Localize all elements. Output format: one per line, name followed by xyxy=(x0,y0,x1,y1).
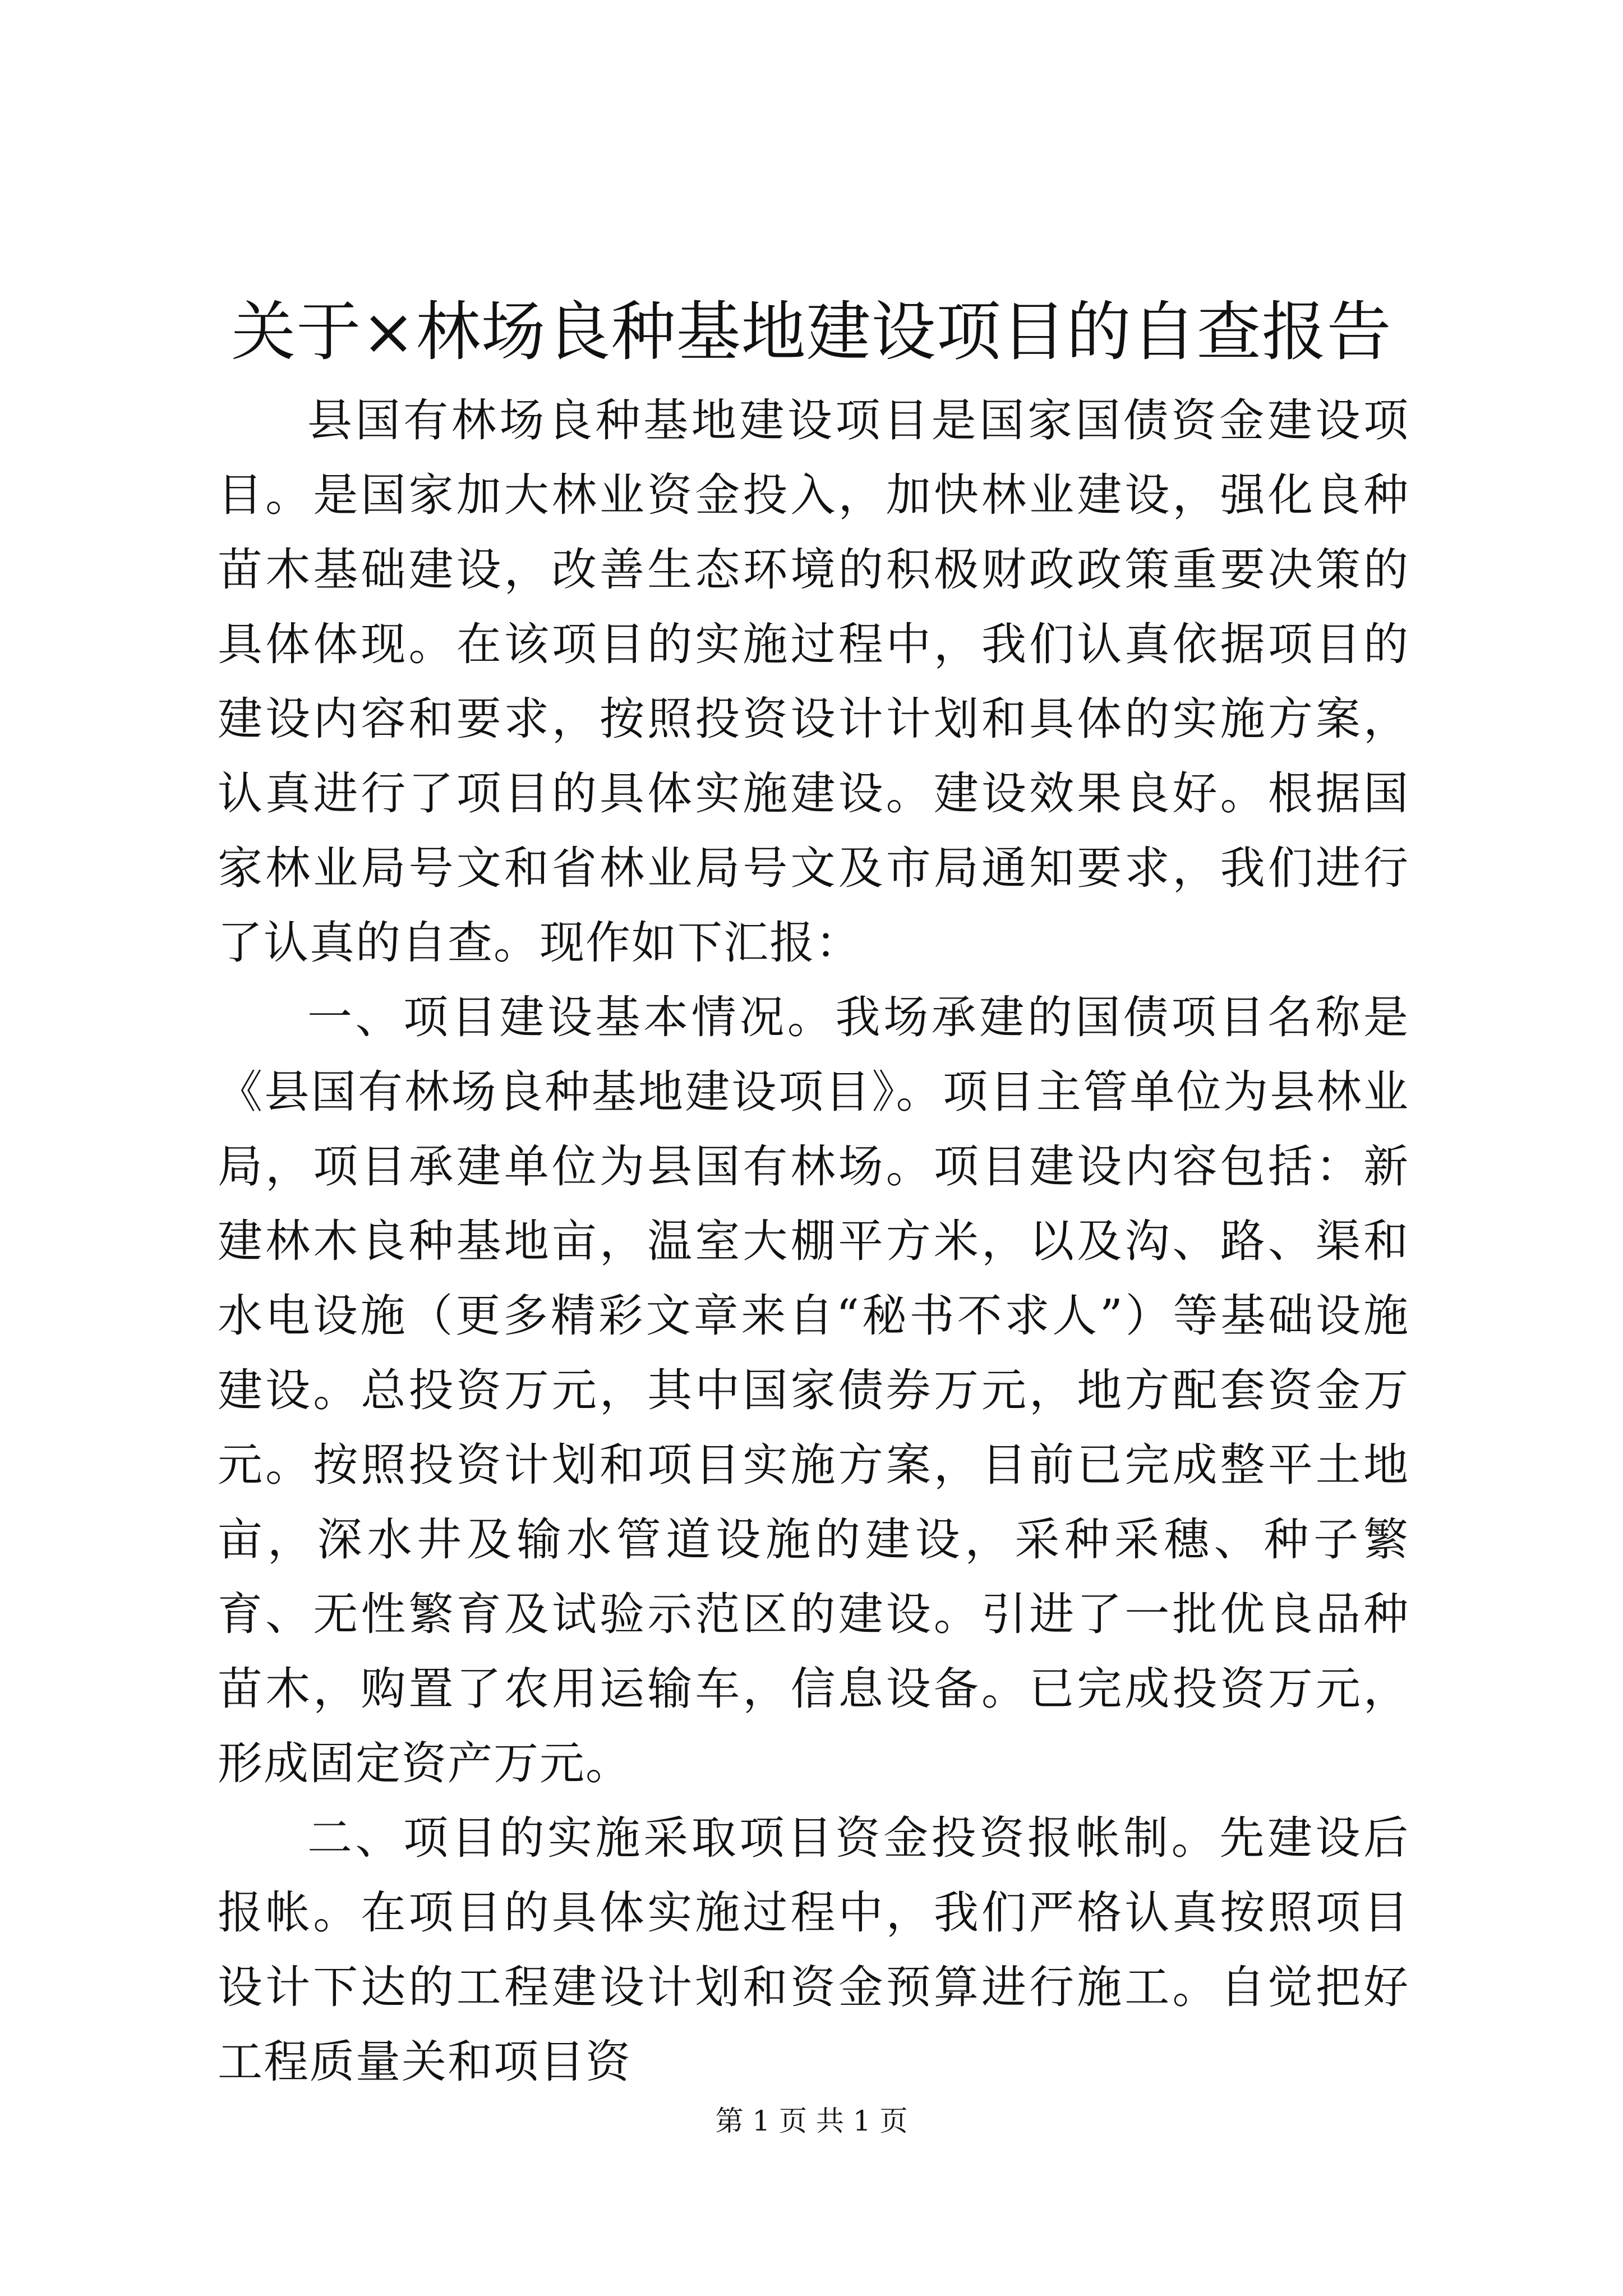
paragraph-section-1: 一、项目建设基本情况。我场承建的国债项目名称是《县国有林场良种基地建设项目》。项目主管单位为县林业局，项目承建单位为县国有林场。项目建设内容包括：新建林木良种基地亩，温室大棚平方米，以及沟、路、渠和水电设施（更多精彩文章来自“秘书不求人”）等基础设施建设。总投资万元，其中国家债券万元，地方配套资金万元。按照投资计划和项目实施方案，目前已完成整平土地亩，深水井及输水管道设施的建设，采种采穗、种子繁育、无性繁育及试验示范区的建设。引进了一批优良品种苗木，购置了农用运输车，信息设备。已完成投资万元，形成固定资产万元。 xyxy=(218,991,1409,1789)
paragraph-section-2: 二、项目的实施采取项目资金投资报帐制。先建设后报帐。在项目的具体实施过程中，我们严格认真按照项目设计下达的工程建设计划和资金预算进行施工。自觉把好工程质量关和项目资 xyxy=(218,1812,1409,2088)
paragraph-intro: 县国有林场良种基地建设项目是国家国债资金建设项目。是国家加大林业资金投入，加快林业建设，强化良种苗木基础建设，改善生态环境的积极财政政策重要决策的具体体现。在该项目的实施过程中，我们认真依据项目的建设内容和要求，按照投资设计计划和具体的实施方案，认真进行了项目的具体实施建设。建设效果良好。根据国家林业局号文和省林业局号文及市局通知要求，我们进行了认真的自查。现作如下汇报： xyxy=(218,394,1409,969)
document-body xyxy=(218,383,1409,2099)
page-number-footer: 第 1 页 共 1 页 xyxy=(715,2105,908,2137)
document-title: 关于×林场良种基地建设项目的自查报告 xyxy=(231,295,1392,370)
